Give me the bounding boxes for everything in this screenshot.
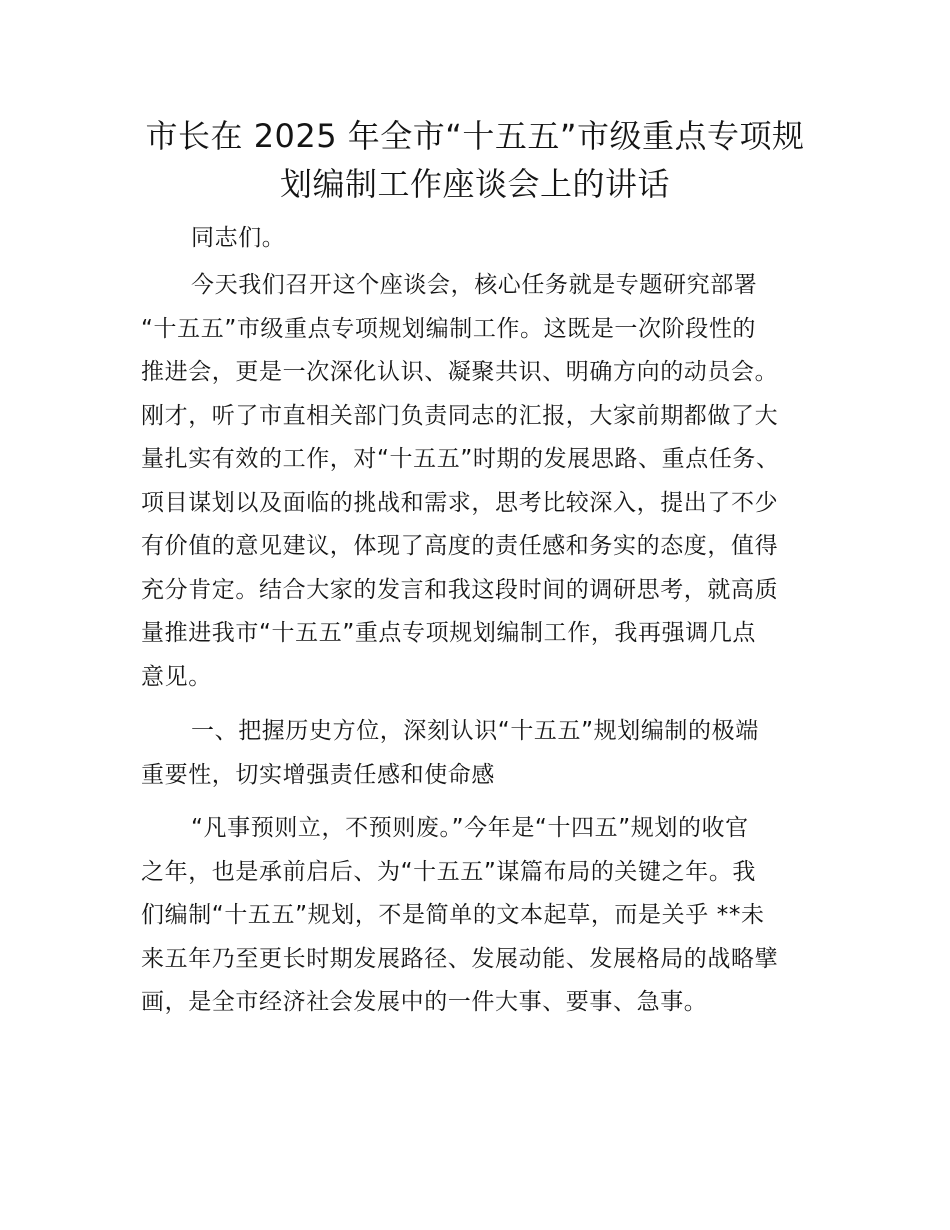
salutation-text: 同志们。 xyxy=(191,225,286,251)
paragraph-line: 充分肯定。结合大家的发言和我这段时间的调研思考，就高质 xyxy=(141,576,779,603)
paragraph-line: “凡事预则立，不预则废。”今年是“十四五”规划的收官 xyxy=(191,815,749,841)
paragraph-line: 推进会，更是一次深化认识、凝聚共识、明确方向的动员会。 xyxy=(141,359,779,385)
paragraph-line: 刚才，听了市直相关部门负责同志的汇报，大家前期都做了大 xyxy=(141,402,779,429)
paragraph-line: 有价值的意见建议，体现了高度的责任感和务实的态度，值得 xyxy=(141,533,779,559)
paragraph-line: 画，是全市经济社会发展中的一件大事、要事、急事。 xyxy=(141,989,708,1015)
paragraph-line: “十五五”市级重点专项规划编制工作。这既是一次阶段性的 xyxy=(141,315,757,342)
paragraph-line: 量推进我市“十五五”重点专项规划编制工作，我再强调几点 xyxy=(141,620,757,646)
paragraph-intro xyxy=(141,264,821,699)
title-line: 市长在 2025 年全市“十五五”市级重点专项规 xyxy=(145,117,805,155)
paragraph-line: 项目谋划以及面临的挑战和需求，思考比较深入，提出了不少 xyxy=(141,489,779,516)
section-heading-1 xyxy=(141,710,821,797)
paragraph-section1 xyxy=(141,807,821,1025)
paragraph-line: 之年，也是承前启后、为“十五五”谋篇布局的关键之年。我 xyxy=(141,858,757,885)
paragraph-line: 来五年乃至更长时期发展路径、发展动能、发展格局的战略擘 xyxy=(141,945,779,972)
section-heading-line: 重要性，切实增强责任感和使命感 xyxy=(141,761,495,788)
paragraph-line: 们编制“十五五”规划，不是简单的文本起草，而是关乎 **未 xyxy=(141,902,765,928)
section-heading-line: 一、把握历史方位，深刻认识“十五五”规划编制的极端 xyxy=(191,718,759,744)
salutation xyxy=(141,217,821,261)
title-line: 划编制工作座谈会上的讲话 xyxy=(279,165,670,203)
document-title xyxy=(130,112,820,208)
paragraph-line: 今天我们召开这个座谈会，核心任务就是专题研究部署 xyxy=(191,272,758,298)
paragraph-line: 量扎实有效的工作，对“十五五”时期的发展思路、重点任务、 xyxy=(141,446,780,472)
paragraph-line: 意见。 xyxy=(141,663,212,690)
